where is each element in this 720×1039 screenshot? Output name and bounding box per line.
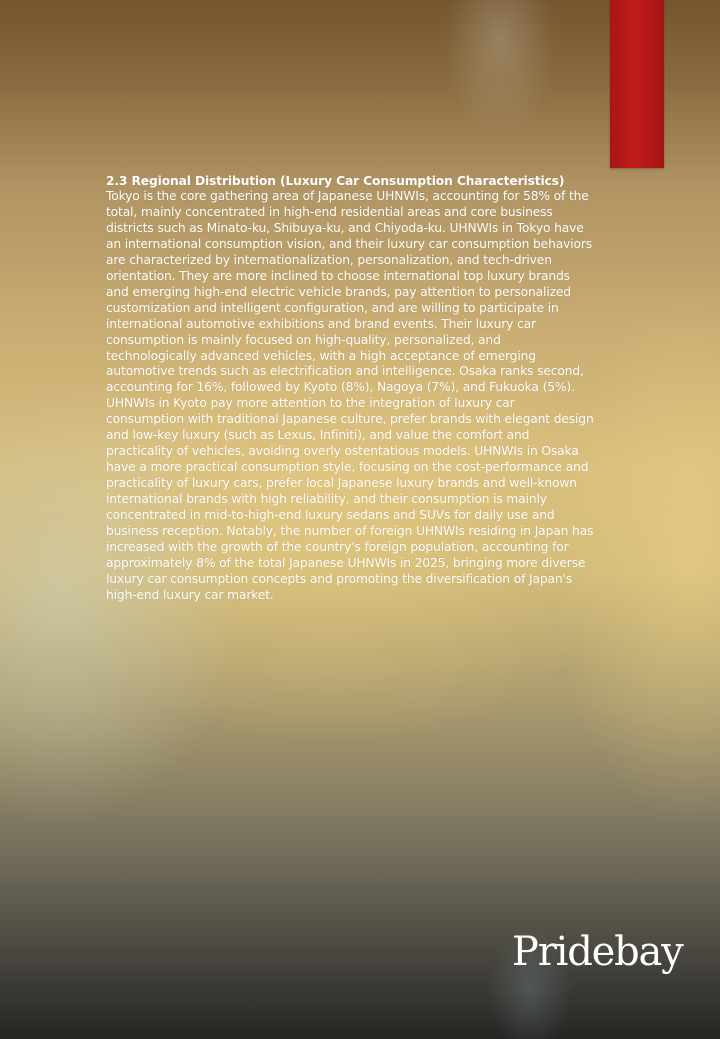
section-content (106, 173, 594, 604)
section-heading: 2.3 Regional Distribution (Luxury Car Consumption Characteristics) (106, 174, 565, 188)
red-bookmark-tab (610, 0, 664, 168)
section-body: Tokyo is the core gathering area of Japanese UHNWIs, accounting for 58% of the total, mainly concentrated in high-end residential areas and core business districts such as Minato-ku, Shibuya-ku, and Chiyoda-ku. UHNWIs in Tokyo have an international consumption vision, and their luxury car consumption behaviors are characterized by internationalization, personalization, and tech-driven orientation. They are more inclined to choose international top luxury brands and emerging high-end electric vehicle brands, pay attention to personalized customization and intelligent configuration, and are willing to participate in international automotive exhibitions and brand events. Their luxury car consumption is mainly focused on high-quality, personalized, and technologically advanced vehicles, with a high acceptance of emerging automotive trends such as electrification and intelligence. Osaka ranks second, accounting for 16%, followed by Kyoto (8%), Nagoya (7%), and Fukuoka (5%). UHNWIs in Kyoto pay more attention to the integration of luxury car consumption with traditional Japanese culture, prefer brands with elegant design and low-key luxury (such as Lexus, Infiniti), and value the comfort and practicality of vehicles, avoiding overly ostentatious models. UHNWIs in Osaka have a more practical consumption style, focusing on the cost-performance and practicality of luxury cars, prefer local Japanese luxury brands and well-known international brands with high reliability, and their consumption is mainly concentrated in mid-to-high-end luxury sedans and SUVs for daily use and business reception. Notably, the number of foreign UHNWIs residing in Japan has increased with the growth of the country's foreign population, accounting for approximately 8% of the total Japanese UHNWIs in 2025, bringing more diverse luxury car consumption concepts and promoting the diversification of Japan's high-end luxury car market. (106, 189, 594, 602)
brand-logo: Pridebay (512, 929, 683, 975)
